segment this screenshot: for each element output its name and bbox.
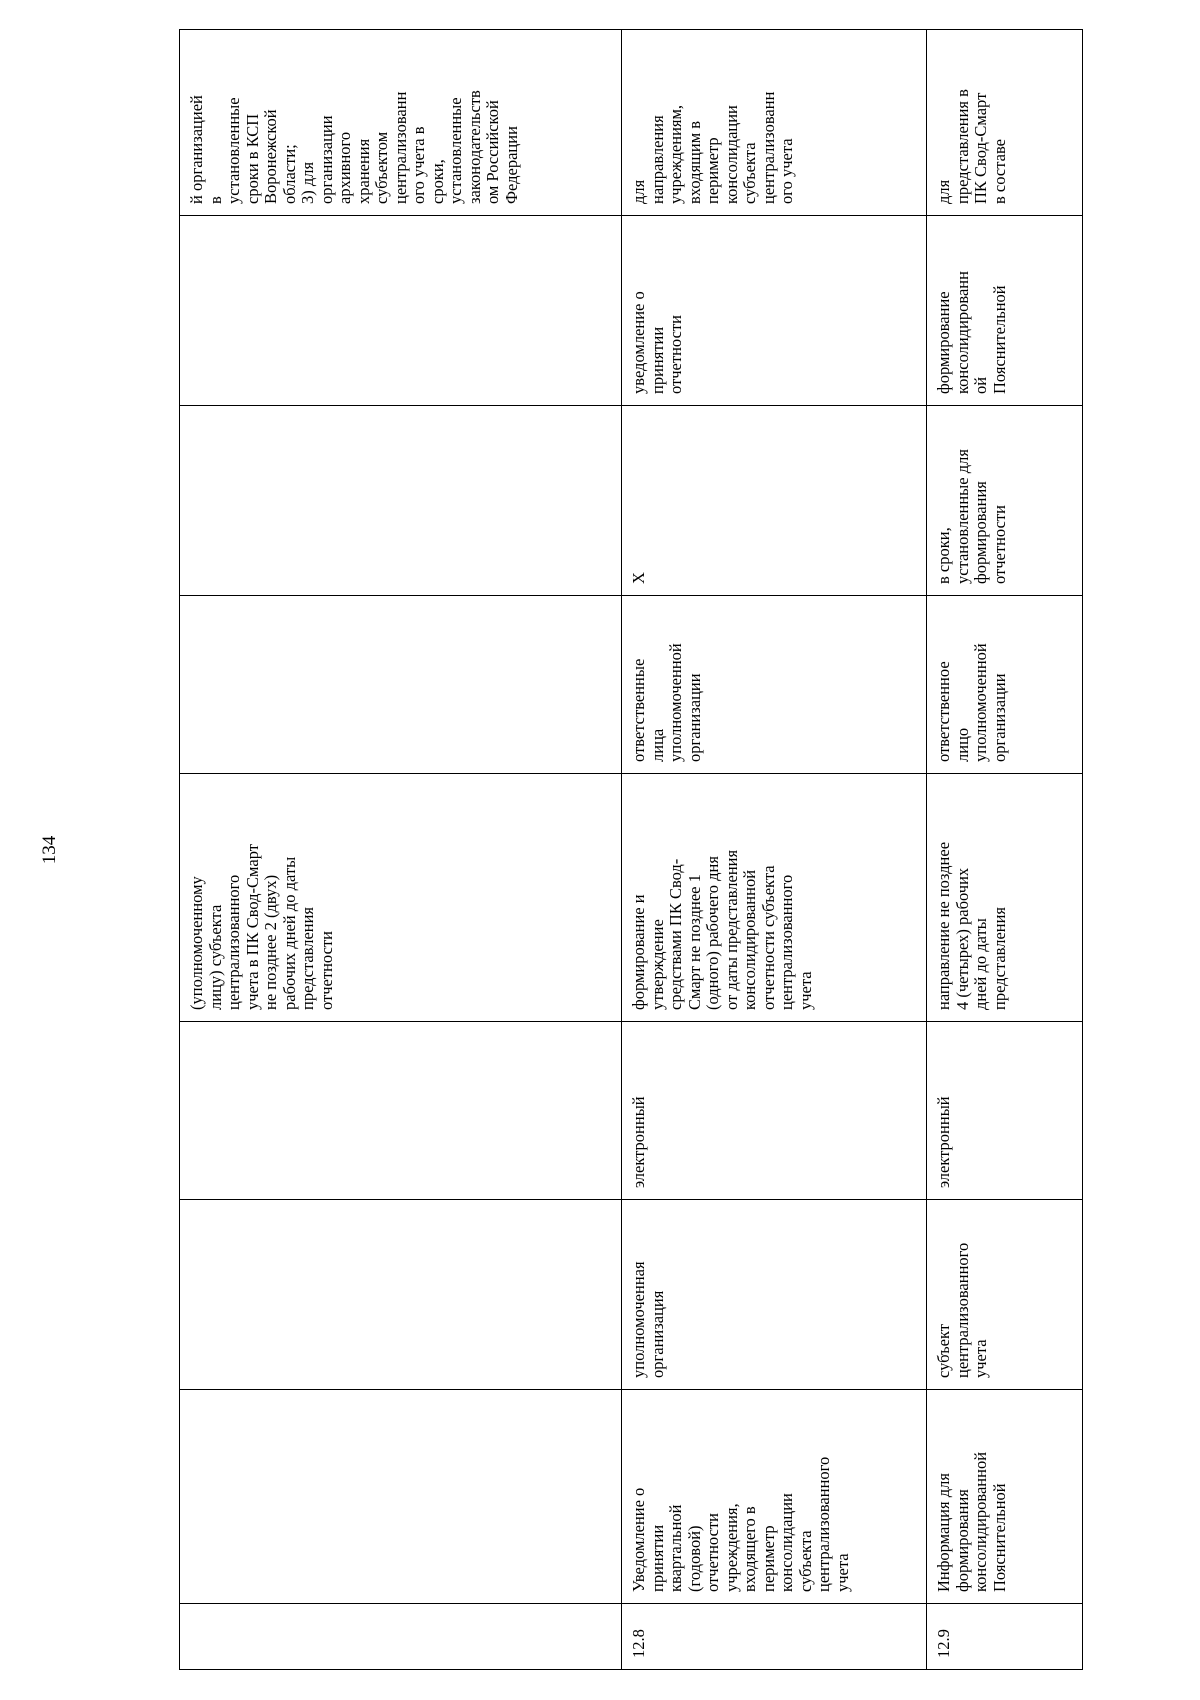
page-number: 134 — [39, 835, 60, 865]
cell-deadline: Х — [622, 406, 927, 596]
cell-purpose: для представления в ПК Свод-Смарт в составе — [927, 30, 1083, 216]
cell-procedure: (уполномоченному лицу) субъекта централизованного учета в ПК Свод-Смарт не позднее 2 (двух) рабочих дней до даты представления отчетности — [180, 774, 622, 1022]
cell-number: 12.8 — [622, 1604, 927, 1670]
cell-responsible — [180, 596, 622, 774]
cell-responsible: ответственное лицо уполномоченной организации — [927, 596, 1083, 774]
table-row — [927, 30, 1083, 1670]
cell-originator — [180, 1200, 622, 1390]
table-row — [180, 30, 622, 1670]
document-table — [179, 29, 1083, 1670]
cell-responsible: ответственные лица уполномоченной организации — [622, 596, 927, 774]
cell-document — [180, 1390, 622, 1604]
cell-purpose: й организацией в установленные сроки в КСП Воронежской области; 3) для организации архивного хранения субъектом централизованн ого учета в сроки, установленные законодательств ом Российской Федерации — [180, 30, 622, 216]
cell-document: Информация для формирования консолидированной Пояснительной — [927, 1390, 1083, 1604]
cell-document: Уведомление о принятии квартальной (годовой) отчетности учреждения, входящего в периметр консолидации субъекта централизованного учета — [622, 1390, 927, 1604]
cell-number: 12.9 — [927, 1604, 1083, 1670]
cell-deadline — [180, 406, 622, 596]
cell-number — [180, 1604, 622, 1670]
cell-deadline: в сроки, установленные для формирования отчетности — [927, 406, 1083, 596]
table-row — [622, 30, 927, 1670]
cell-originator: уполномоченная организация — [622, 1200, 927, 1390]
cell-format: электронный — [927, 1022, 1083, 1200]
cell-procedure: формирование и утверждение средствами ПК Свод- Смарт не позднее 1 (одного) рабочего дня от даты представления консолидированной отчетности субъекта централизованного учета — [622, 774, 927, 1022]
cell-format: электронный — [622, 1022, 927, 1200]
cell-purpose: для направления учреждениям, входящим в периметр консолидации субъекта централизованн ого учета — [622, 30, 927, 216]
cell-format — [180, 1022, 622, 1200]
cell-result: уведомление о принятии отчетности — [622, 216, 927, 406]
cell-result: формирование консолидированн ой Пояснительной — [927, 216, 1083, 406]
cell-originator: субъект централизованного учета — [927, 1200, 1083, 1390]
cell-procedure: направление не позднее 4 (четырех) рабочих дней до даты представления — [927, 774, 1083, 1022]
cell-result — [180, 216, 622, 406]
